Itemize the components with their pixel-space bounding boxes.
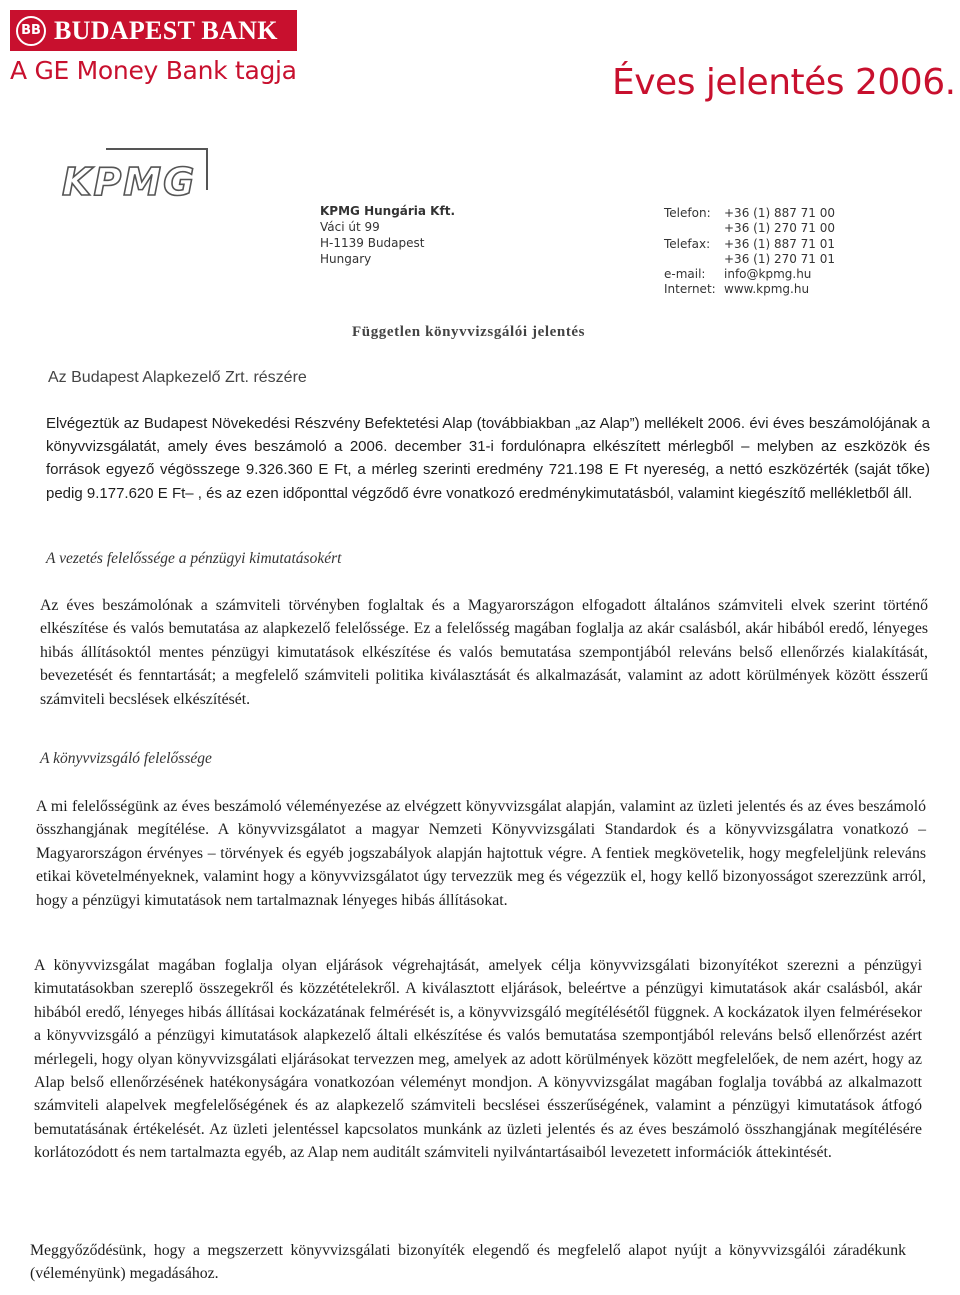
- contact-value: info@kpmg.hu: [724, 267, 812, 282]
- address-line: KPMG Hungária Kft.: [320, 204, 455, 218]
- contact-label: Internet:: [664, 282, 716, 297]
- paragraph-auditor-responsibility: A mi felelősségünk az éves beszámoló véleményezése az elvégzett könyvvizsgálat alapján, valamint az üzleti jelentés és az éves beszámoló összhangjának megítélése. A könyvvizsgálatot a magyar Nemzeti Könyvvizsgálati Standardok és a könyvvizsgálatra vonatkozó – Magyarországon érvényes – törvények és egyéb jogszabályok alapján hajtottuk végre. A fentiek megkövetelik, hogy megfeleljünk releváns etikai követelményeknek, valamint hogy a könyvvizsgálatot úgy tervezzük meg és végezzük el, hogy kellő bizonyosságot szerezzünk arról, hogy a pénzügyi kimutatások nem tartalmaznak lényeges hibás állításokat.: [36, 798, 926, 909]
- paragraph-audit-procedures: A könyvvizsgálat magában foglalja olyan eljárások végrehajtását, amelyek célja könyvvizsgálati bizonyítékot szerezni a pénzügyi kimutatásokban szereplő összegekről és közzétételekről. A kiválasztott eljárások, beleértve a pénzügyi kimutatások akár csalásból, akár hibából eredő, lényeges hibás állításai kockázatának felmérését is, a könyvvizsgáló megítélésétől függnek. A kockázatok ilyen felmérésekor a könyvvizsgáló a pénzügyi kimutatások alapkezelő általi elkészítése és valós bemutatása szempontjából releváns belső ellenőrzést azért mérlegeli, hogy olyan könyvvizsgálati eljárásokat tervezzen meg, amelyek az adott körülmények között megfelelőek, de nem azért, hogy az Alap belső ellenőrzésének hatékonyságára vonatkozóan véleményt mondjon. A könyvvizsgálat magában foglalja továbbá az alkalmazott számviteli alapelvek megfelelőségének és az alapkezelő számviteli becslései ésszerűségének, valamint a pénzügyi kimutatások átfogó bemutatásának értékelését. Az üzleti jelentéssel kapcsolatos munkánk az üzleti jelentés és az éves beszámoló összhangjának megítélésére korlátozódott és nem tartalmazta egyéb, az Alap nem auditált számviteli nyilvántartásaiból levezetett információk áttekintését.: [34, 957, 922, 1162]
- report-title: Éves jelentés 2006.: [612, 62, 956, 103]
- addressee-line: Az Budapest Alapkezelő Zrt. részére: [48, 369, 307, 386]
- contact-row: [664, 237, 835, 252]
- contact-label: [664, 252, 724, 267]
- contact-value: www.kpmg.hu: [724, 282, 810, 297]
- budapest-bank-logo: [10, 10, 297, 51]
- subheading-management-responsibility: A vezetés felelőssége a pénzügyi kimutatásokért: [46, 550, 342, 567]
- contact-label: Telefax:: [664, 236, 711, 251]
- kpmg-logo: [62, 148, 212, 204]
- bank-tagline: A GE Money Bank tagja: [10, 56, 297, 85]
- contact-row: [664, 267, 835, 282]
- paragraph-scope: Elvégeztük az Budapest Növekedési Részvény Befektetési Alap (továbbiakban „az Alap”) mellékelt 2006. évi éves beszámolójának a könyvvizsgálatát, amely éves beszámoló a 2006. december 31-i fordulónapra elkészített mérlegből – melyben az eszközök és források egyező végösszege 9.326.360 E Ft, a mérleg szerinti eredmény 721.198 E Ft nyereség, a nettó eszközérték (saját tőke) pedig 9.177.620 E Ft– , és az ezen időponttal végződő évre vonatkozó eredménykimutatásból, valamint kiegészítő mellékletből áll.: [46, 415, 930, 502]
- contact-row: [664, 282, 835, 297]
- contact-row: [664, 206, 835, 221]
- page-header: [0, 0, 960, 110]
- paragraph-management-responsibility: Az éves beszámolónak a számviteli törvényben foglaltak és a Magyarországon elfogadott általános számviteli elvek szerint történő elkészítése és valós bemutatása az alapkezelő felelőssége. Ez a felelősség magában foglalja az akár csalásból, akár hibából eredő, lényeges hibás állításoktól mentes pénzügyi kimutatások elkészítése és valós bemutatása szempontjából releváns belső ellenőrzés kialakítását, bevezetését és fenntartását; a megfelelő számviteli politika kiválasztását és alkalmazását, valamint az adott körülmények között ésszerű számviteli becslések elkészítését.: [40, 597, 928, 708]
- document-heading: Független könyvvizsgálói jelentés: [352, 324, 586, 340]
- contact-label: e-mail:: [664, 267, 706, 282]
- subheading-auditor-responsibility: A könyvvizsgáló felelőssége: [40, 750, 212, 767]
- kpmg-address: [320, 203, 455, 267]
- bank-name: BUDAPEST BANK: [54, 15, 278, 45]
- contact-value: +36 (1) 887 71 00: [724, 206, 836, 220]
- contact-label: [664, 221, 724, 236]
- address-line: H-1139 Budapest: [320, 236, 425, 250]
- contact-value: +36 (1) 270 71 00: [724, 221, 836, 236]
- address-line: Váci út 99: [320, 220, 380, 234]
- kpmg-logo-text: KPMG: [62, 160, 197, 204]
- contact-label: Telefon:: [664, 206, 711, 220]
- kpmg-contact-info: [664, 206, 835, 298]
- contact-value: +36 (1) 270 71 01: [724, 251, 836, 266]
- contact-row: [664, 221, 835, 236]
- contact-value: +36 (1) 887 71 01: [724, 236, 836, 251]
- bank-emblem-icon: BB: [16, 16, 46, 46]
- paragraph-conclusion: Meggyőződésünk, hogy a megszerzett könyvvizsgálati bizonyíték elegendő és megfelelő alapot nyújt a könyvvizsgálói záradékunk (véleményünk) megadásához.: [30, 1242, 906, 1283]
- contact-row: [664, 252, 835, 267]
- address-line: Hungary: [320, 252, 372, 266]
